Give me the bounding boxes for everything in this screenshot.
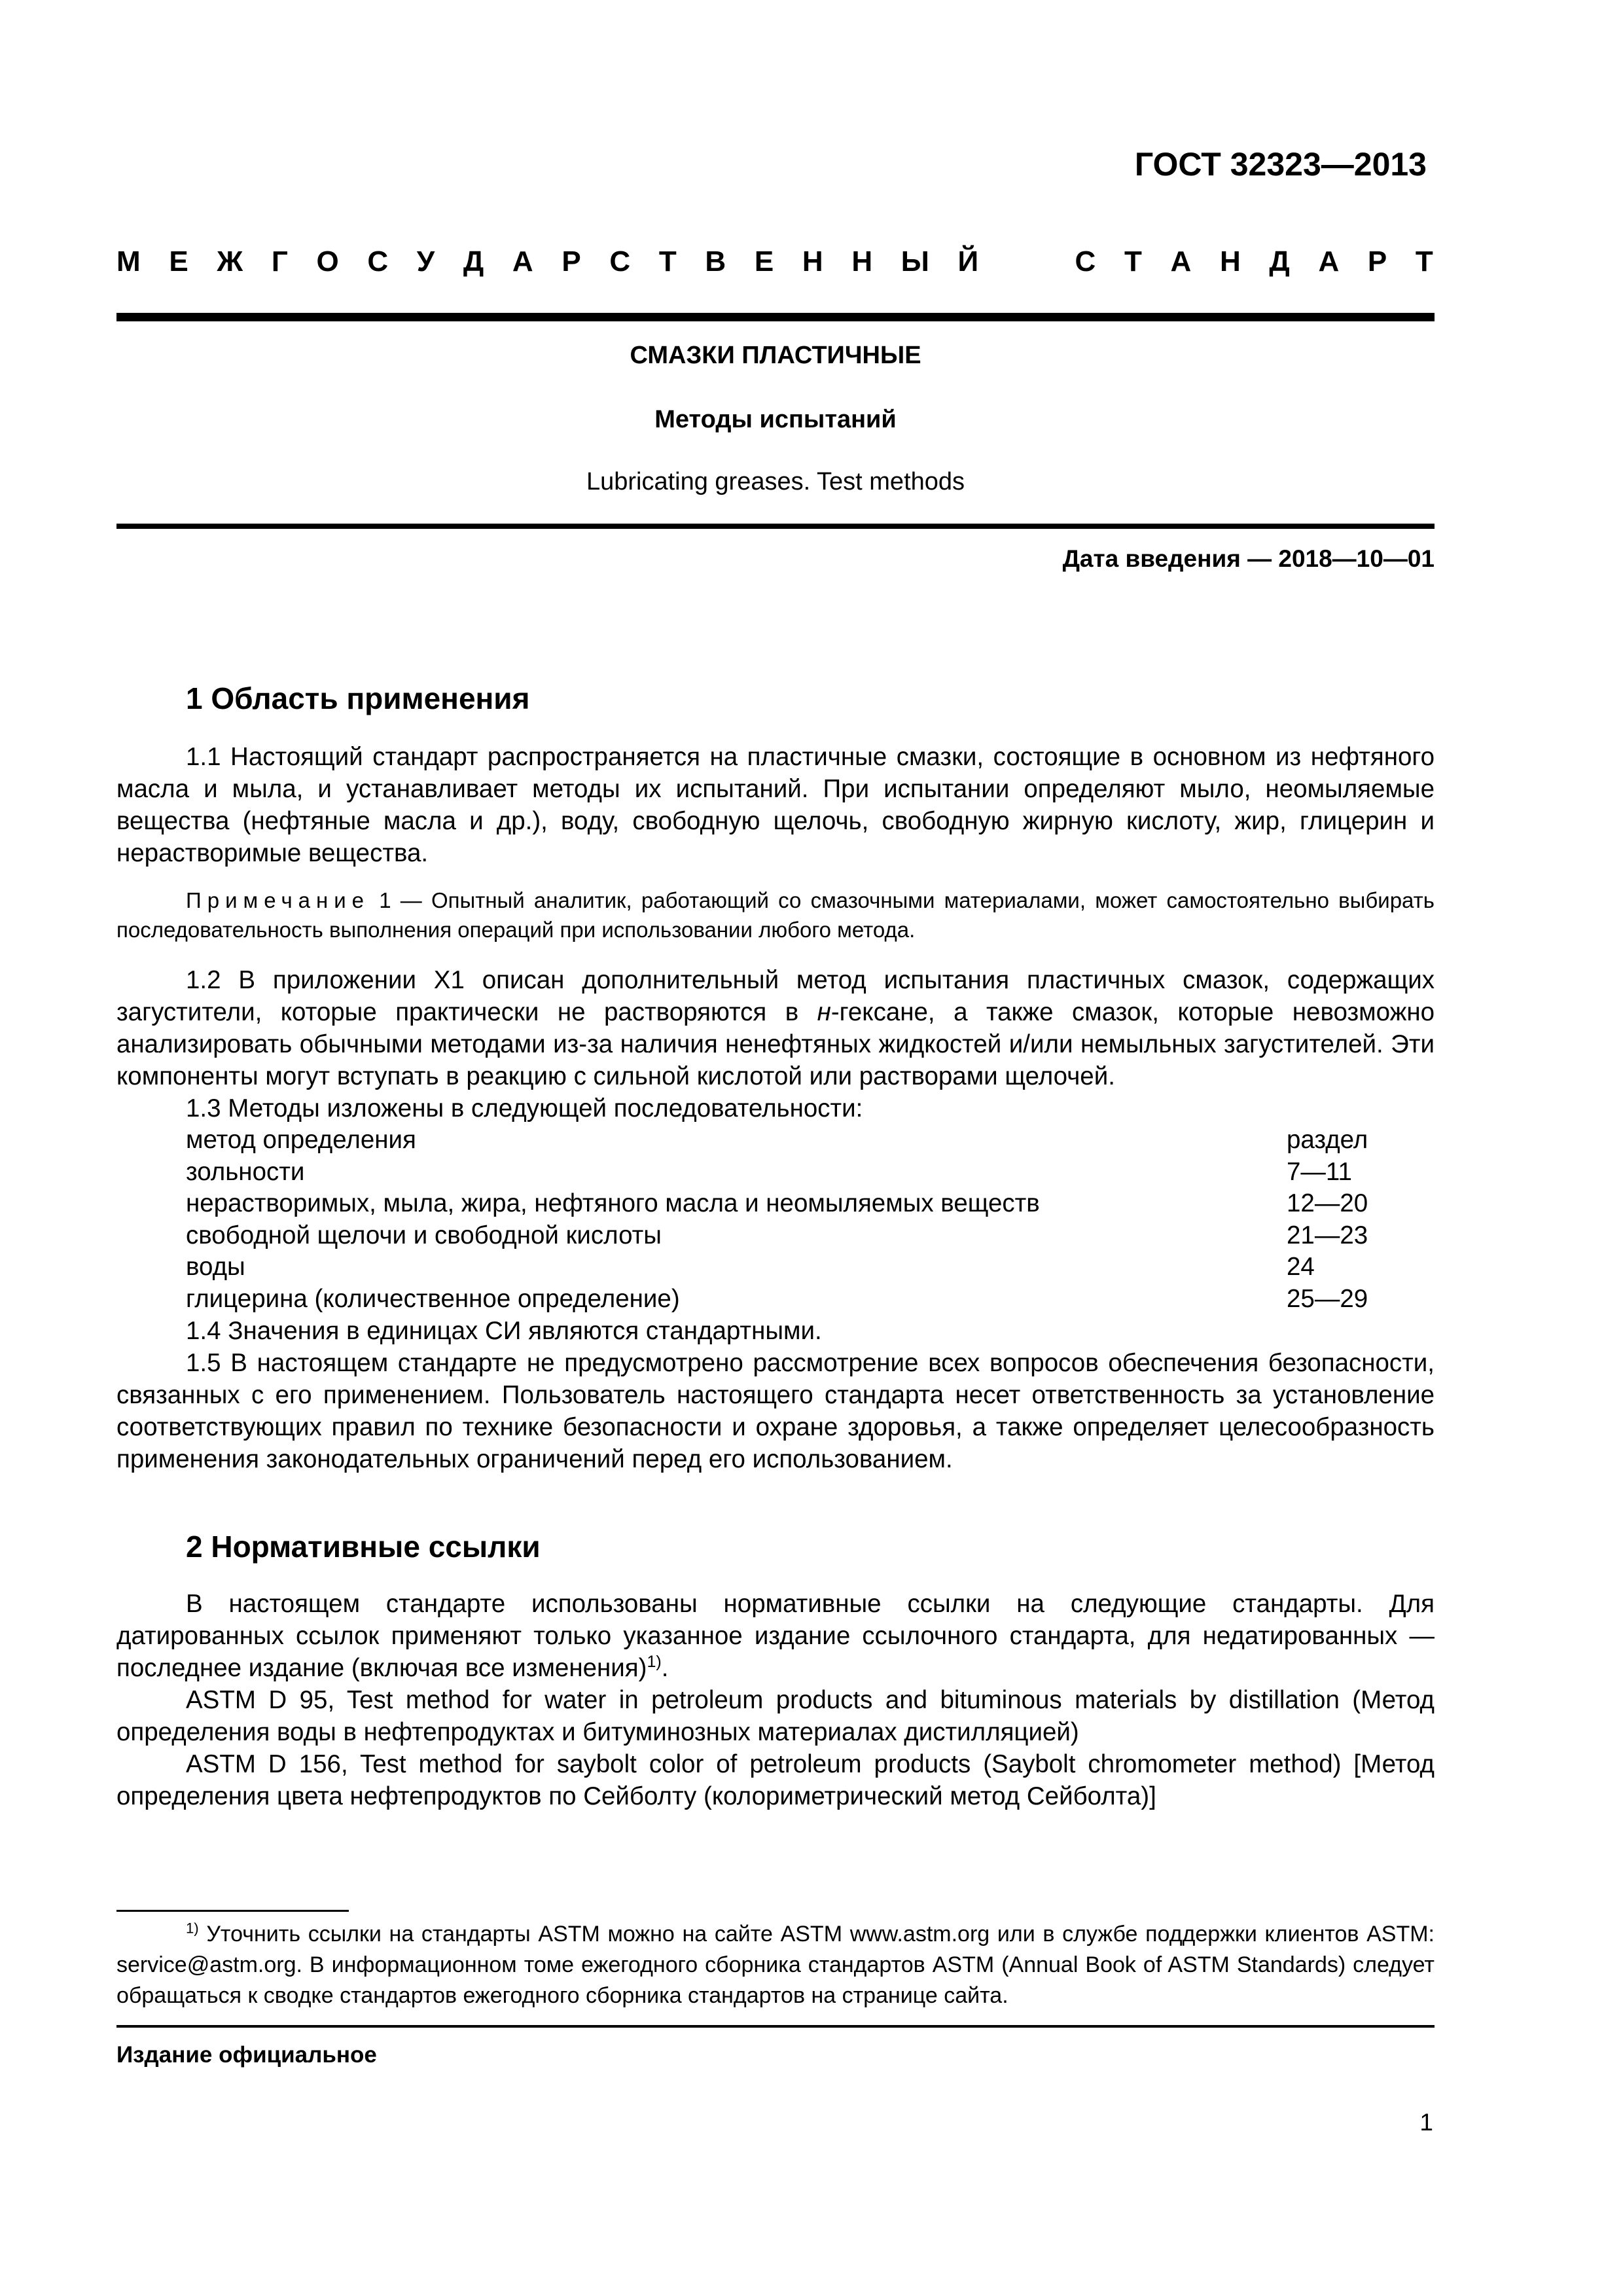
letter: Т	[1124, 245, 1142, 278]
footnote-ref: 1)	[647, 1653, 662, 1672]
header-rule	[116, 313, 1435, 321]
paragraph-1-4	[116, 1315, 1435, 1347]
footnote-marker: 1)	[186, 1920, 199, 1937]
title-rule	[116, 524, 1435, 529]
table-cell: 21—23	[1287, 1221, 1368, 1249]
text-run: Уточнить ссылки на стандарты ASTM можно на сайте ASTM www.astm.org или в службе поддержки клиентов ASTM: service@astm.org. В информационном томе ежегодного сборника стандартов ASTM (Annual Book of ASTM Standards) следует обращаться к сводке стандартов ежегодного сборника стандартов на странице сайта.	[116, 1922, 1435, 2008]
table-cell: 12—20	[1287, 1189, 1368, 1217]
text-run: 1.2 В приложении X1 описан дополнительный метод испытания пластичных смазок, содержащих загустители, которые практически не растворяются в	[116, 966, 1435, 1026]
letter: Н	[851, 245, 873, 278]
letter: Й	[957, 245, 979, 278]
text-run: В настоящем стандарте использованы нормативные ссылки на следующие стандарты. Для датированных ссылок применяют только указанное издание ссылочного стандарта, для недатированных — последнее издание (включая все изменения)	[116, 1590, 1435, 1682]
letter: Р	[562, 245, 581, 278]
section-2-body	[116, 1588, 1435, 1812]
table-row	[186, 1251, 1397, 1283]
letter: С	[1075, 245, 1096, 278]
section-1-heading: 1 Область применения	[186, 681, 530, 715]
table-header-cell: раздел	[1287, 1126, 1368, 1154]
title-sub: Методы испытаний	[654, 406, 897, 433]
letter: Г	[271, 245, 288, 278]
edition-label: Издание официальное	[116, 2042, 377, 2068]
table-cell: 7—11	[1287, 1157, 1352, 1186]
paragraph-1-3	[116, 1092, 1435, 1124]
table-row	[186, 1188, 1397, 1220]
table-cell: 25—29	[1287, 1284, 1368, 1313]
table-cell: свободной щелочи и свободной кислоты	[186, 1221, 662, 1249]
paragraph-text	[116, 964, 1435, 1092]
letter: С	[367, 245, 389, 278]
table-cell: нерастворимых, мыла, жира, нефтяного масла и неомыляемых веществ	[186, 1189, 1040, 1217]
table-row	[186, 1220, 1397, 1252]
reference-astm-d95: ASTM D 95, Test method for water in petroleum products and bituminous materials by distillation (Метод определения воды в нефтепродуктах и битуминозных материалах дистилляцией)	[116, 1686, 1435, 1746]
paragraph-text: 1.4 Значения в единицах СИ являются стандартными.	[186, 1317, 822, 1345]
table-cell: 24	[1287, 1253, 1315, 1281]
letter: Н	[1219, 245, 1241, 278]
table-row	[186, 1157, 1397, 1189]
word-gap	[1007, 245, 1046, 278]
letter: Е	[169, 245, 188, 278]
table-cell: глицерина (количественное определение)	[186, 1284, 680, 1313]
letter: А	[512, 245, 533, 278]
document-id: ГОСТ 32323—2013	[1134, 146, 1427, 183]
letter: Н	[802, 245, 823, 278]
paragraph-1-2	[116, 964, 1435, 1092]
letter: В	[705, 245, 726, 278]
letter: Т	[1415, 245, 1433, 278]
paragraph-1-5	[116, 1347, 1435, 1475]
introduction-date: Дата введения — 2018—10—01	[1062, 545, 1435, 572]
text-run: .	[661, 1654, 669, 1682]
section-2-heading: 2 Нормативные ссылки	[186, 1530, 541, 1564]
standard-type-banner	[116, 245, 1433, 278]
paragraph-text: 1.5 В настоящем стандарте не предусмотрено рассмотрение всех вопросов обеспечения безопасности, связанных с его применением. Пользователь настоящего стандарта несет ответственность за установление соответствующих правил по технике безопасности и охране здоровья, а также определяет целесообразность применения законодательных ограничений перед его использованием.	[116, 1349, 1435, 1473]
methods-table	[186, 1124, 1397, 1315]
footnote	[116, 1919, 1435, 2011]
letter: Е	[754, 245, 774, 278]
title-main: СМАЗКИ ПЛАСТИЧНЫЕ	[630, 342, 921, 369]
letter: А	[1170, 245, 1192, 278]
letter: У	[416, 245, 435, 278]
footer-rule	[116, 2025, 1435, 2028]
paragraph-text: 1.1 Настоящий стандарт распространяется на пластичные смазки, состоящие в основном из нефтяного масла и мыла, и устанавливает методы их испытаний. При испытании определяют мыло, неомыляемые вещества (нефтяные масла и др.), воду, свободную щелочь, свободную жирную кислоту, жир, глицерин и нерастворимые вещества.	[116, 743, 1435, 867]
letter: А	[1318, 245, 1340, 278]
table-cell: зольности	[186, 1157, 305, 1186]
letter: Р	[1367, 245, 1387, 278]
page-number: 1	[1419, 2109, 1433, 2136]
text-run: -гексане, а также смазок, которые невозможно анализировать обычными методами из-за наличия ненефтяных жидкостей и/или немыльных загустителей. Эти компоненты могут вступать в реакцию с сильной кислотой или растворами щелочей.	[116, 998, 1435, 1090]
table-row	[186, 1283, 1397, 1316]
letter: Т	[658, 245, 677, 278]
paragraph-intro	[116, 1588, 1435, 1684]
note-text: 1 — Опытный аналитик, работающий со смазочными материалами, может самостоятельно выбирать последовательность выполнения операций при использовании любого метода.	[116, 888, 1435, 942]
table-cell: воды	[186, 1253, 245, 1281]
letter: С	[609, 245, 631, 278]
italic-run: н	[817, 998, 831, 1026]
letter: М	[116, 245, 141, 278]
note-label: Примечание	[186, 888, 370, 912]
footnote-text	[116, 1919, 1435, 2011]
paragraph-1-1	[116, 741, 1435, 869]
table-header-row	[186, 1124, 1397, 1157]
table-header-cell: метод определения	[186, 1126, 416, 1154]
footnote-separator	[116, 1910, 349, 1912]
letter: О	[316, 245, 339, 278]
note-1	[116, 886, 1435, 944]
letter: Ы	[901, 245, 929, 278]
title-english: Lubricating greases. Test methods	[586, 468, 965, 495]
reference-astm-d156: ASTM D 156, Test method for saybolt color of petroleum products (Saybolt chromometer method) [Метод определения цвета нефтепродуктов по Сейболту (колориметрический метод Сейболта)]	[116, 1750, 1435, 1810]
letter: Ж	[217, 245, 243, 278]
letter: Д	[1269, 245, 1290, 278]
paragraph-text: 1.3 Методы изложены в следующей последовательности:	[186, 1094, 863, 1122]
letter: Д	[463, 245, 484, 278]
